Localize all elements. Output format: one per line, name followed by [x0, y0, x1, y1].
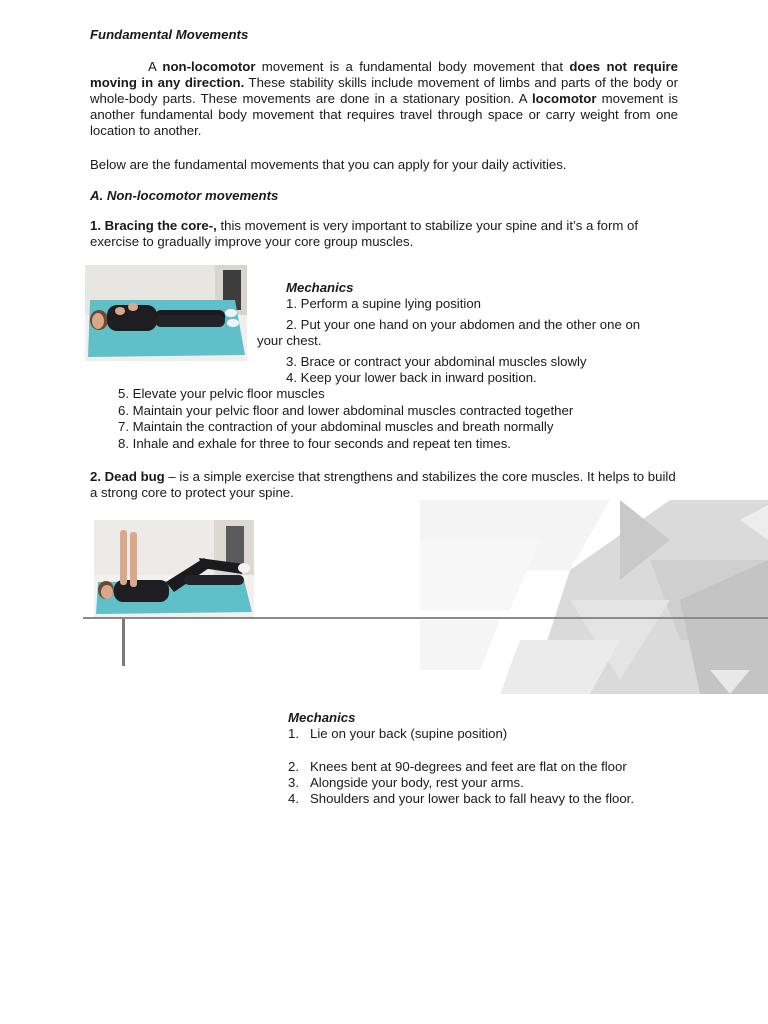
item1-text: this movement is very important to stabilize your spine and it’s a form of exercise to gradually improve your core group muscles.: [90, 218, 638, 249]
intro-text-b: movement is a fundamental body movement that: [255, 59, 570, 74]
item1-step-6: 6. Maintain your pelvic floor and lower abdominal muscles contracted together: [118, 403, 574, 418]
intro-text-d: movement is another fundamental body movement that requires travel through space or carry weight from one location to another.: [90, 91, 678, 138]
section-a-heading: A. Non-locomotor movements: [90, 188, 279, 203]
intro-text-c: These stability skills include movement of limbs and parts of the body or whole-body parts. These movements are done in a stationary position. A: [90, 75, 678, 106]
item2-mechanics-heading: Mechanics: [288, 710, 356, 725]
item2-step-1-num: 1.: [288, 726, 299, 741]
item1-step-5: 5. Elevate your pelvic floor muscles: [118, 386, 325, 401]
item1-mechanics-heading: Mechanics: [286, 280, 354, 295]
bracing-core-photo: [85, 265, 247, 361]
item2-step-3: [288, 775, 524, 791]
item2-step-4-text: Shoulders and your lower back to fall heavy to the floor.: [310, 791, 635, 806]
item2-step-1: [288, 726, 507, 742]
dead-bug-photo: [94, 520, 254, 617]
item1-step-4: 4. Keep your lower back in inward position.: [286, 370, 537, 385]
intro-term-non-locomotor: non-locomotor: [162, 59, 256, 74]
item1-step-3: 3. Brace or contract your abdominal muscles slowly: [286, 354, 587, 369]
item2-step-4-num: 4.: [288, 791, 299, 806]
item2-step-1-text: Lie on your back (supine position): [310, 726, 508, 741]
item2-paragraph: [90, 469, 680, 501]
item1-paragraph: [90, 218, 680, 250]
dead-bug-illustration: [94, 520, 254, 617]
below-paragraph: Below are the fundamental movements that you can apply for your daily activities.: [90, 157, 567, 172]
item2-step-2-text: Knees bent at 90-degrees and feet are flat on the floor: [310, 759, 627, 774]
decorative-background-shapes: [420, 500, 768, 694]
item2-step-3-num: 3.: [288, 775, 299, 790]
item2-step-2: [288, 759, 627, 775]
item2-text: – is a simple exercise that strengthens and stabilizes the core muscles. It helps to build a strong core to protect your spine.: [90, 469, 676, 500]
item1-step-2: 2. Put your one hand on your abdomen and the other one on: [286, 317, 641, 332]
intro-text-a: A: [148, 59, 163, 74]
intro-emphasis: does not require moving in any direction.: [90, 59, 678, 90]
item2-step-2-num: 2.: [288, 759, 299, 774]
item1-step-8: 8. Inhale and exhale for three to four seconds and repeat ten times.: [118, 436, 511, 451]
item1-step-2-cont: your chest.: [257, 333, 322, 348]
intro-paragraph: [90, 59, 678, 139]
vertical-accent-bar: [122, 619, 125, 666]
document-title: Fundamental Movements: [90, 27, 249, 42]
item1-step-1: 1. Perform a supine lying position: [286, 296, 481, 311]
horizontal-divider: [83, 617, 768, 619]
item2-step-3-text: Alongside your body, rest your arms.: [310, 775, 524, 790]
bracing-core-illustration: [85, 265, 247, 361]
item2-step-4: [288, 791, 634, 807]
intro-term-locomotor: locomotor: [531, 91, 597, 106]
item2-title: 2. Dead bug: [90, 469, 165, 484]
item1-title: 1. Bracing the core-,: [90, 218, 217, 233]
item1-step-7: 7. Maintain the contraction of your abdominal muscles and breath normally: [118, 419, 554, 434]
